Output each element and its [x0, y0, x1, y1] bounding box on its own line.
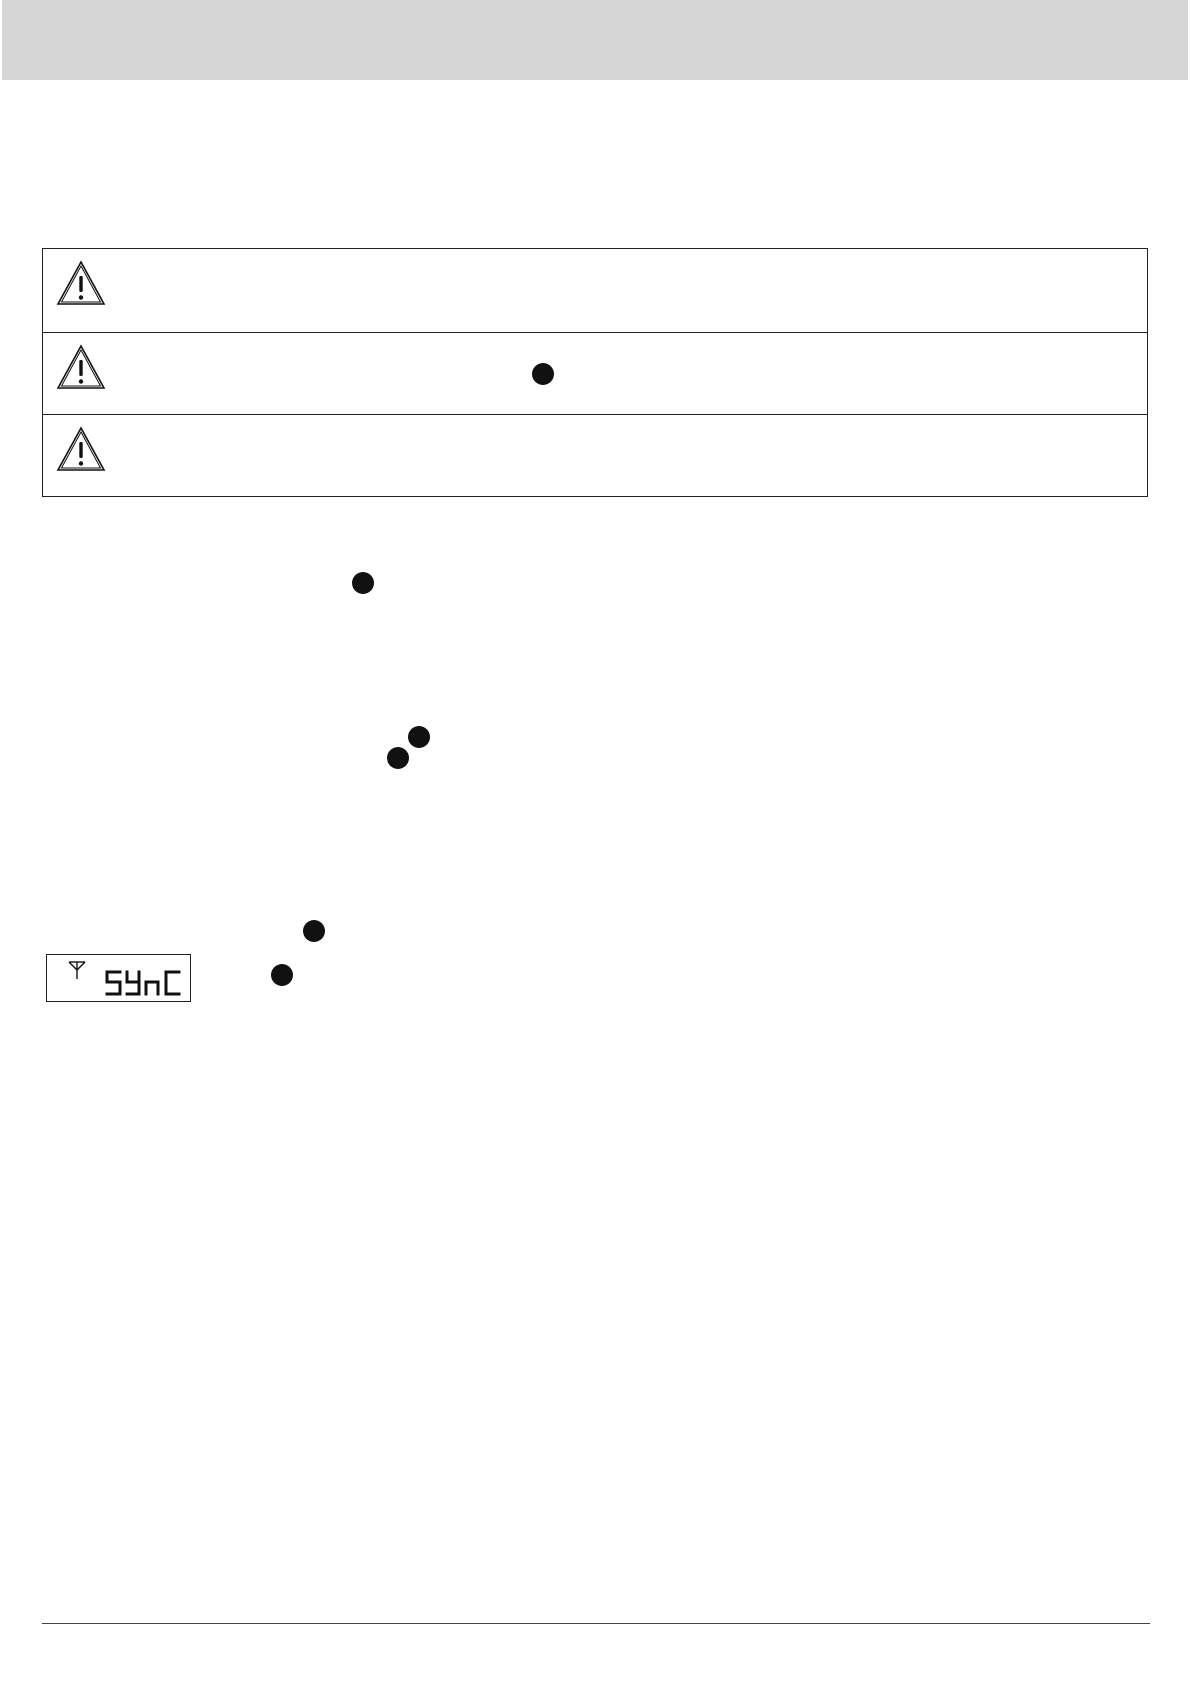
reference-marker: [408, 726, 430, 748]
lcd-display: [46, 954, 191, 1002]
header-band: [2, 0, 1188, 80]
warning-triangle-icon: [55, 425, 107, 473]
reference-marker: [303, 920, 325, 942]
lcd-readout: [104, 967, 184, 999]
reference-marker: [532, 363, 554, 385]
reference-marker: [352, 572, 374, 594]
footer-rule: [42, 1623, 1150, 1624]
antenna-icon: [67, 959, 87, 981]
warning-triangle-icon: [55, 259, 107, 307]
warning-triangle-icon: [55, 343, 107, 391]
warning-row-1: [43, 249, 1147, 333]
reference-marker: [271, 964, 293, 986]
reference-marker: [387, 747, 409, 769]
warning-row-3: [43, 415, 1147, 496]
warning-row-2: [43, 333, 1147, 415]
warning-table: [42, 248, 1148, 497]
